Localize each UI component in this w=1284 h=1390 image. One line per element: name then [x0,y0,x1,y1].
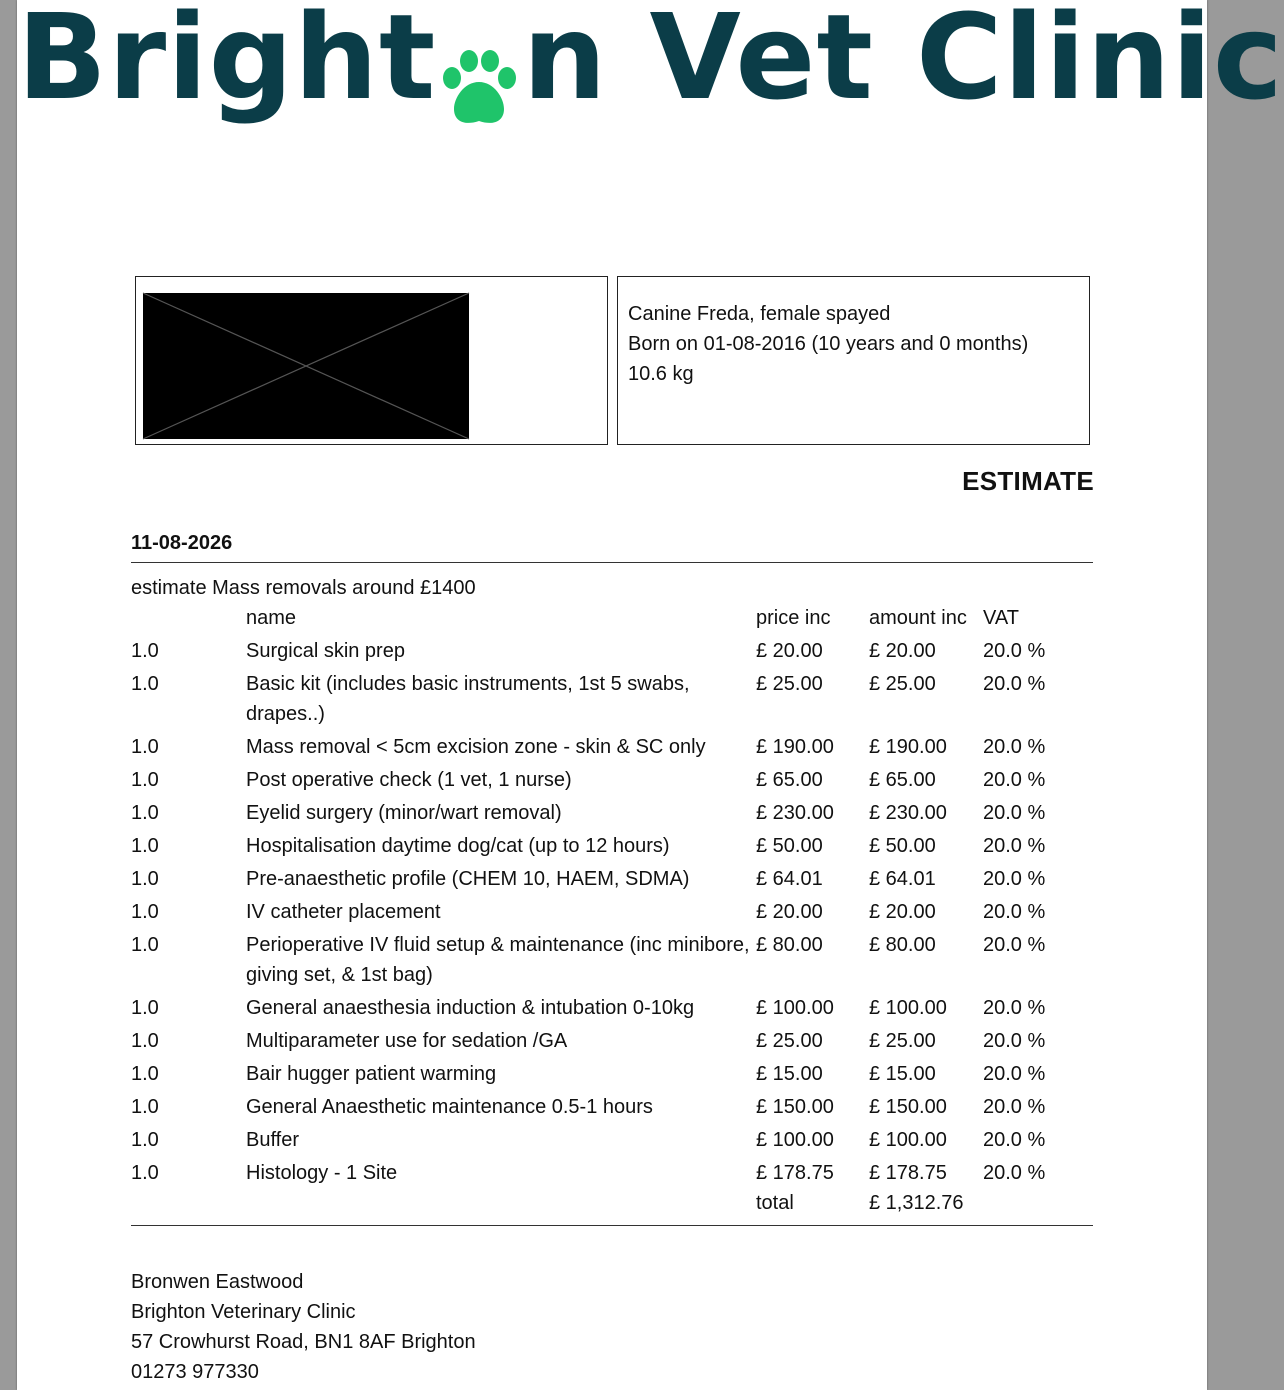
row-amount: £ 150.00 [869,1096,947,1118]
row-vat: 20.0 % [983,1129,1046,1151]
row-vat: 20.0 % [983,934,1046,956]
row-amount: £ 80.00 [869,934,936,956]
row-qty: 1.0 [131,1096,159,1118]
row-vat: 20.0 % [983,1063,1046,1085]
table-row [129,927,1055,990]
row-price: £ 65.00 [756,769,823,791]
header-price: price inc [756,607,831,629]
header-qty [129,603,244,633]
row-vat: 20.0 % [983,835,1046,857]
row-qty: 1.0 [131,640,159,662]
row-qty: 1.0 [131,997,159,1019]
row-qty: 1.0 [131,1162,159,1184]
row-name: General anaesthesia induction & intubation 0-10kg [246,997,695,1019]
row-name: Pre-anaesthetic profile (CHEM 10, HAEM, SDMA) [246,868,690,890]
divider-bottom [131,1225,1093,1226]
clinic-logo [17,0,1284,132]
total-label: total [756,1192,794,1214]
row-amount: £ 15.00 [869,1063,936,1085]
vet-name: Bronwen Eastwood [131,1271,304,1293]
row-price: £ 20.00 [756,901,823,923]
table-row [129,894,1055,927]
row-qty: 1.0 [131,835,159,857]
row-price: £ 25.00 [756,1030,823,1052]
table-row [129,762,1055,795]
row-vat: 20.0 % [983,769,1046,791]
table-row [129,795,1055,828]
logo-text-part1: Bright [17,0,437,126]
row-amount: £ 100.00 [869,1129,947,1151]
header-vat: VAT [983,607,1019,629]
row-name: Eyelid surgery (minor/wart removal) [246,802,562,824]
row-price: £ 15.00 [756,1063,823,1085]
row-price: £ 25.00 [756,673,823,695]
row-qty: 1.0 [131,1030,159,1052]
estimate-description: estimate Mass removals around £1400 [131,577,476,599]
row-qty: 1.0 [131,934,159,956]
clinic-phone: 01273 977330 [131,1361,259,1383]
row-qty: 1.0 [131,868,159,890]
table-row [129,861,1055,894]
row-vat: 20.0 % [983,673,1046,695]
table-row [129,729,1055,762]
row-vat: 20.0 % [983,901,1046,923]
patient-photo-box [135,276,608,445]
patient-birth-date: Born on 01-08-2016 (10 years and 0 months) [628,333,1029,355]
clinic-contact [131,1267,476,1387]
table-row [129,633,1055,666]
header-amount: amount inc [869,607,967,629]
row-vat: 20.0 % [983,997,1046,1019]
row-amount: £ 100.00 [869,997,947,1019]
table-row [129,1122,1055,1155]
row-amount: £ 65.00 [869,769,936,791]
row-qty: 1.0 [131,901,159,923]
table-row [129,1023,1055,1056]
estimate-table [129,603,1055,1218]
row-qty: 1.0 [131,769,159,791]
row-vat: 20.0 % [983,802,1046,824]
estimate-date: 11-08-2026 [131,532,233,554]
row-amount: £ 178.75 [869,1162,947,1184]
row-qty: 1.0 [131,1063,159,1085]
row-name: Perioperative IV fluid setup & maintenance (inc minibore, giving set, & 1st bag) [246,934,750,986]
row-qty: 1.0 [131,736,159,758]
row-name: Histology - 1 Site [246,1162,398,1184]
table-row [129,990,1055,1023]
table-row [129,1089,1055,1122]
row-name: Hospitalisation daytime dog/cat (up to 12 hours) [246,835,670,857]
document-title: ESTIMATE [962,466,1094,496]
table-row [129,666,1055,729]
clinic-name: Brighton Veterinary Clinic [131,1301,356,1323]
row-amount: £ 50.00 [869,835,936,857]
row-vat: 20.0 % [983,736,1046,758]
document-page [17,0,1284,1390]
patient-info-box [617,276,1090,445]
table-row [129,828,1055,861]
row-name: Post operative check (1 vet, 1 nurse) [246,769,572,791]
row-vat: 20.0 % [983,1162,1046,1184]
paw-icon [438,12,520,92]
row-amount: £ 64.01 [869,868,936,890]
row-price: £ 50.00 [756,835,823,857]
table-header-row [129,603,1055,633]
row-vat: 20.0 % [983,868,1046,890]
total-row [129,1188,1055,1218]
row-name: Basic kit (includes basic instruments, 1st 5 swabs, drapes..) [246,673,690,725]
header-name: name [246,607,297,629]
row-price: £ 150.00 [756,1096,834,1118]
row-name: Mass removal < 5cm excision zone - skin & SC only [246,736,706,758]
row-price: £ 178.75 [756,1162,834,1184]
row-price: £ 190.00 [756,736,834,758]
total-value: £ 1,312.76 [869,1192,964,1214]
row-qty: 1.0 [131,802,159,824]
row-price: £ 20.00 [756,640,823,662]
row-amount: £ 20.00 [869,640,936,662]
logo-text-part2: n Vet Clinic [522,0,1284,126]
row-amount: £ 25.00 [869,673,936,695]
row-amount: £ 230.00 [869,802,947,824]
row-price: £ 230.00 [756,802,834,824]
row-price: £ 100.00 [756,997,834,1019]
missing-image-placeholder [143,293,469,439]
table-row [129,1056,1055,1089]
row-name: Bair hugger patient warming [246,1063,497,1085]
row-price: £ 80.00 [756,934,823,956]
table-row [129,1155,1055,1188]
table-body [129,633,1055,1188]
row-name: Multiparameter use for sedation /GA [246,1030,568,1052]
row-price: £ 64.01 [756,868,823,890]
row-qty: 1.0 [131,673,159,695]
row-vat: 20.0 % [983,1030,1046,1052]
row-name: IV catheter placement [246,901,441,923]
row-amount: £ 20.00 [869,901,936,923]
row-amount: £ 25.00 [869,1030,936,1052]
row-qty: 1.0 [131,1129,159,1151]
patient-weight: 10.6 kg [628,363,694,385]
row-vat: 20.0 % [983,1096,1046,1118]
row-name: Surgical skin prep [246,640,405,662]
clinic-address: 57 Crowhurst Road, BN1 8AF Brighton [131,1331,476,1353]
row-vat: 20.0 % [983,640,1046,662]
row-name: Buffer [246,1129,299,1151]
row-name: General Anaesthetic maintenance 0.5-1 hours [246,1096,653,1118]
patient-species-name: Canine Freda, female spayed [628,303,891,325]
row-price: £ 100.00 [756,1129,834,1151]
row-amount: £ 190.00 [869,736,947,758]
divider-top [131,562,1093,563]
